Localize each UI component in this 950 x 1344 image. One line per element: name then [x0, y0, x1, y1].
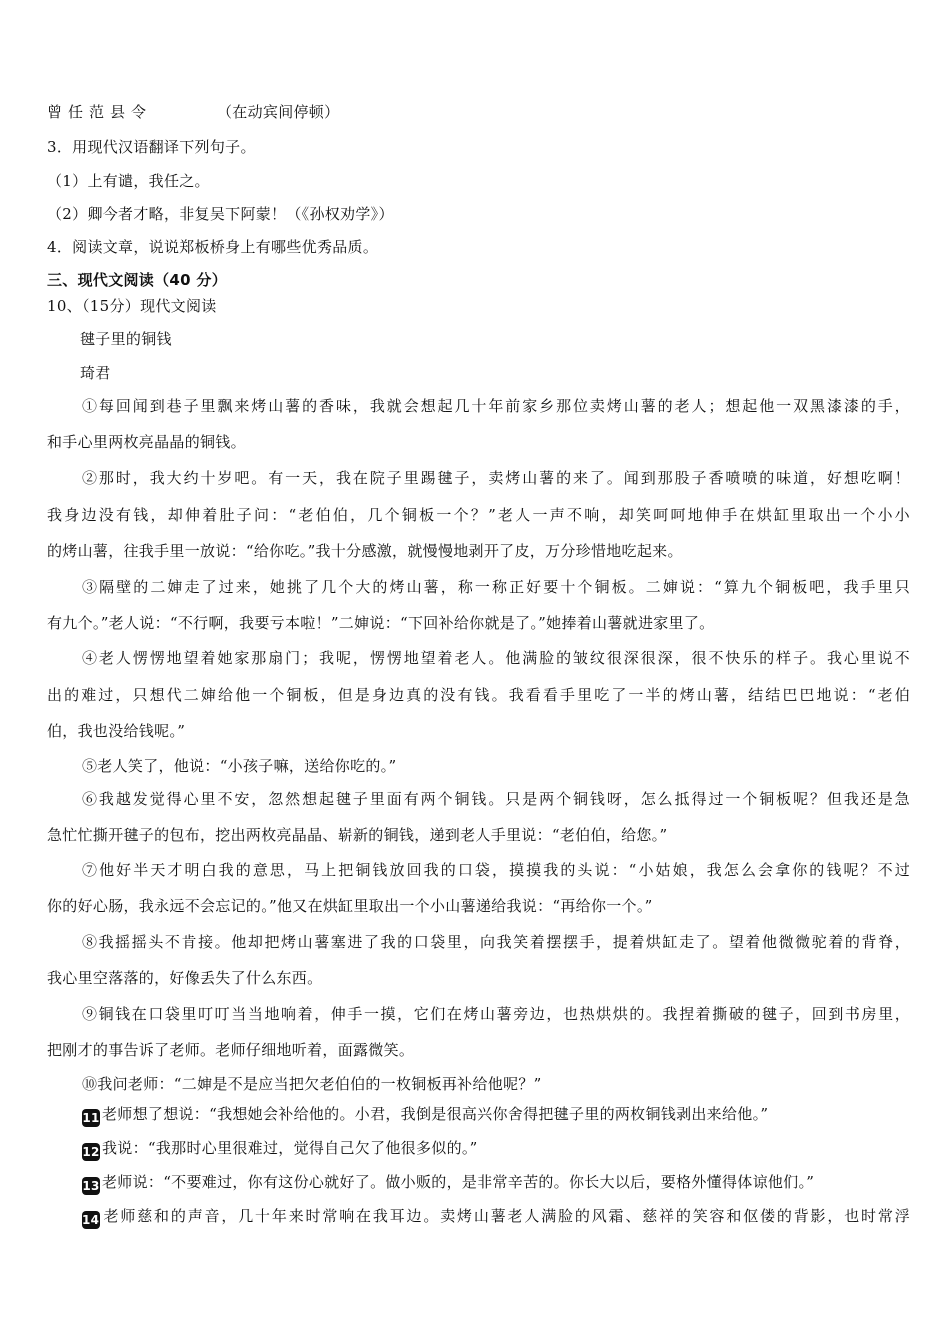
paragraph-text: 我说：“我那时心里很难过，觉得自己欠了他很多似的。”	[102, 1139, 478, 1157]
paragraph-line: 有九个。”老人说：“不行啊，我要亏本啦！”二婶说：“下回补给你就是了。”她捧着山薯就进家里了。	[47, 614, 715, 632]
article-title: 毽子里的铜钱	[80, 330, 172, 348]
paragraph-number-badge: 11	[82, 1111, 100, 1125]
paragraph-line	[82, 1104, 910, 1127]
paragraph-line: ⑦他好半天才明白我的意思，马上把铜钱放回我的口袋，摸摸我的头说：“小姑娘，我怎么会拿你的钱呢？不过	[82, 861, 910, 879]
paragraph-number-badge: 13	[82, 1179, 100, 1193]
paragraph-line: ②那时，我大约十岁吧。有一天，我在院子里踢毽子，卖烤山薯的来了。闻到那股子香喷喷的味道，好想吃啊！	[82, 469, 910, 487]
paragraph-line: ①每回闻到巷子里飘来烤山薯的香味，我就会想起几十年前家乡那位卖烤山薯的老人；想起他一双黑漆漆的手，	[82, 397, 910, 415]
paragraph-line: ④老人愣愣地望着她家那扇门；我呢，愣愣地望着老人。他满脸的皱纹很深很深，很不快乐的样子。我心里说不	[82, 649, 910, 667]
paragraph-line: 的烤山薯，往我手里一放说：“给你吃。”我十分感激，就慢慢地剥开了皮，万分珍惜地吃起来。	[47, 542, 683, 560]
question-4: 4．阅读文章，说说郑板桥身上有哪些优秀品质。	[47, 238, 379, 256]
paragraph-line: 伯，我也没给钱呢。”	[47, 722, 186, 740]
answer-line	[47, 102, 910, 122]
pause-note: （在动宾间停顿）	[217, 103, 340, 121]
paragraph-line	[82, 1206, 910, 1229]
section-heading: 三、现代文阅读（40 分）	[47, 271, 227, 289]
paragraph-text: 老师说：“不要难过，你有这份心就好了。做小贩的，是非常辛苦的。你长大以后，要格外懂得体谅他们。”	[102, 1173, 815, 1191]
paragraph-line	[82, 1138, 910, 1161]
question-3-1: （1）上有谴，我任之。	[47, 172, 210, 190]
paragraph-line: ⑧我摇摇头不肯接。他却把烤山薯塞进了我的口袋里，向我笑着摆摆手，提着烘缸走了。望着他微微驼着的背脊，	[82, 933, 910, 951]
paragraph-line: 我心里空落落的，好像丢失了什么东西。	[47, 969, 323, 987]
paragraph-line	[82, 1172, 910, 1195]
paragraph-line: 我身边没有钱，却伸着肚子问：“老伯伯，几个铜板一个？”老人一声不响，却笑呵呵地伸手在烘缸里取出一个小小	[47, 506, 910, 524]
paragraph-line: 把刚才的事告诉了老师。老师仔细地听着，面露微笑。	[47, 1041, 415, 1059]
paragraph-line: ⑩我问老师：“二婶是不是应当把欠老伯伯的一枚铜板再补给他呢？”	[82, 1075, 542, 1093]
paragraph-line: 出的难过，只想代二婶给他一个铜板，但是身边真的没有钱。我看看手里吃了一半的烤山薯，结结巴巴地说：“老伯	[47, 686, 910, 704]
question-3: 3．用现代汉语翻译下列句子。	[47, 138, 256, 156]
paragraph-line: 急忙忙撕开毽子的包布，挖出两枚亮晶晶、崭新的铜钱，递到老人手里说：“老伯伯，给您。”	[47, 826, 668, 844]
paragraph-number-badge: 14	[82, 1213, 100, 1227]
paragraph-line: ⑤老人笑了，他说：“小孩子嘛，送给你吃的。”	[82, 757, 397, 775]
paragraph-text: 老师想了想说：“我想她会补给他的。小君，我倒是很高兴你舍得把毽子里的两枚铜钱剥出来给他。”	[102, 1105, 769, 1123]
question-10: 10、（15分）现代文阅读	[47, 297, 217, 315]
paragraph-number-badge: 12	[82, 1145, 100, 1159]
paragraph-line: 和手心里两枚亮晶晶的铜钱。	[47, 433, 246, 451]
article-author: 琦君	[80, 364, 111, 382]
paragraph-line: ⑨铜钱在口袋里叮叮当当地响着，伸手一摸，它们在烤山薯旁边，也热烘烘的。我捏着撕破的毽子，回到书房里，	[82, 1005, 910, 1023]
paragraph-line: ⑥我越发觉得心里不安，忽然想起毽子里面有两个铜钱。只是两个铜钱呀，怎么抵得过一个铜板呢？但我还是急	[82, 790, 910, 808]
question-3-2: （2）卿今者才略，非复吴下阿蒙！（《孙权劝学》）	[47, 205, 394, 223]
cue-phrase: 曾任范县令	[47, 103, 153, 121]
paragraph-line: 你的好心肠，我永远不会忘记的。”他又在烘缸里取出一个小山薯递给我说：“再给你一个。”	[47, 897, 653, 915]
paragraph-text: 老师慈和的声音，几十年来时常响在我耳边。卖烤山薯老人满脸的风霜、慈祥的笑容和伛偻的背影，也时常浮	[102, 1207, 910, 1225]
paragraph-line: ③隔壁的二婶走了过来，她挑了几个大的烤山薯，称一称正好要十个铜板。二婶说：“算九个铜板吧，我手里只	[82, 578, 910, 596]
